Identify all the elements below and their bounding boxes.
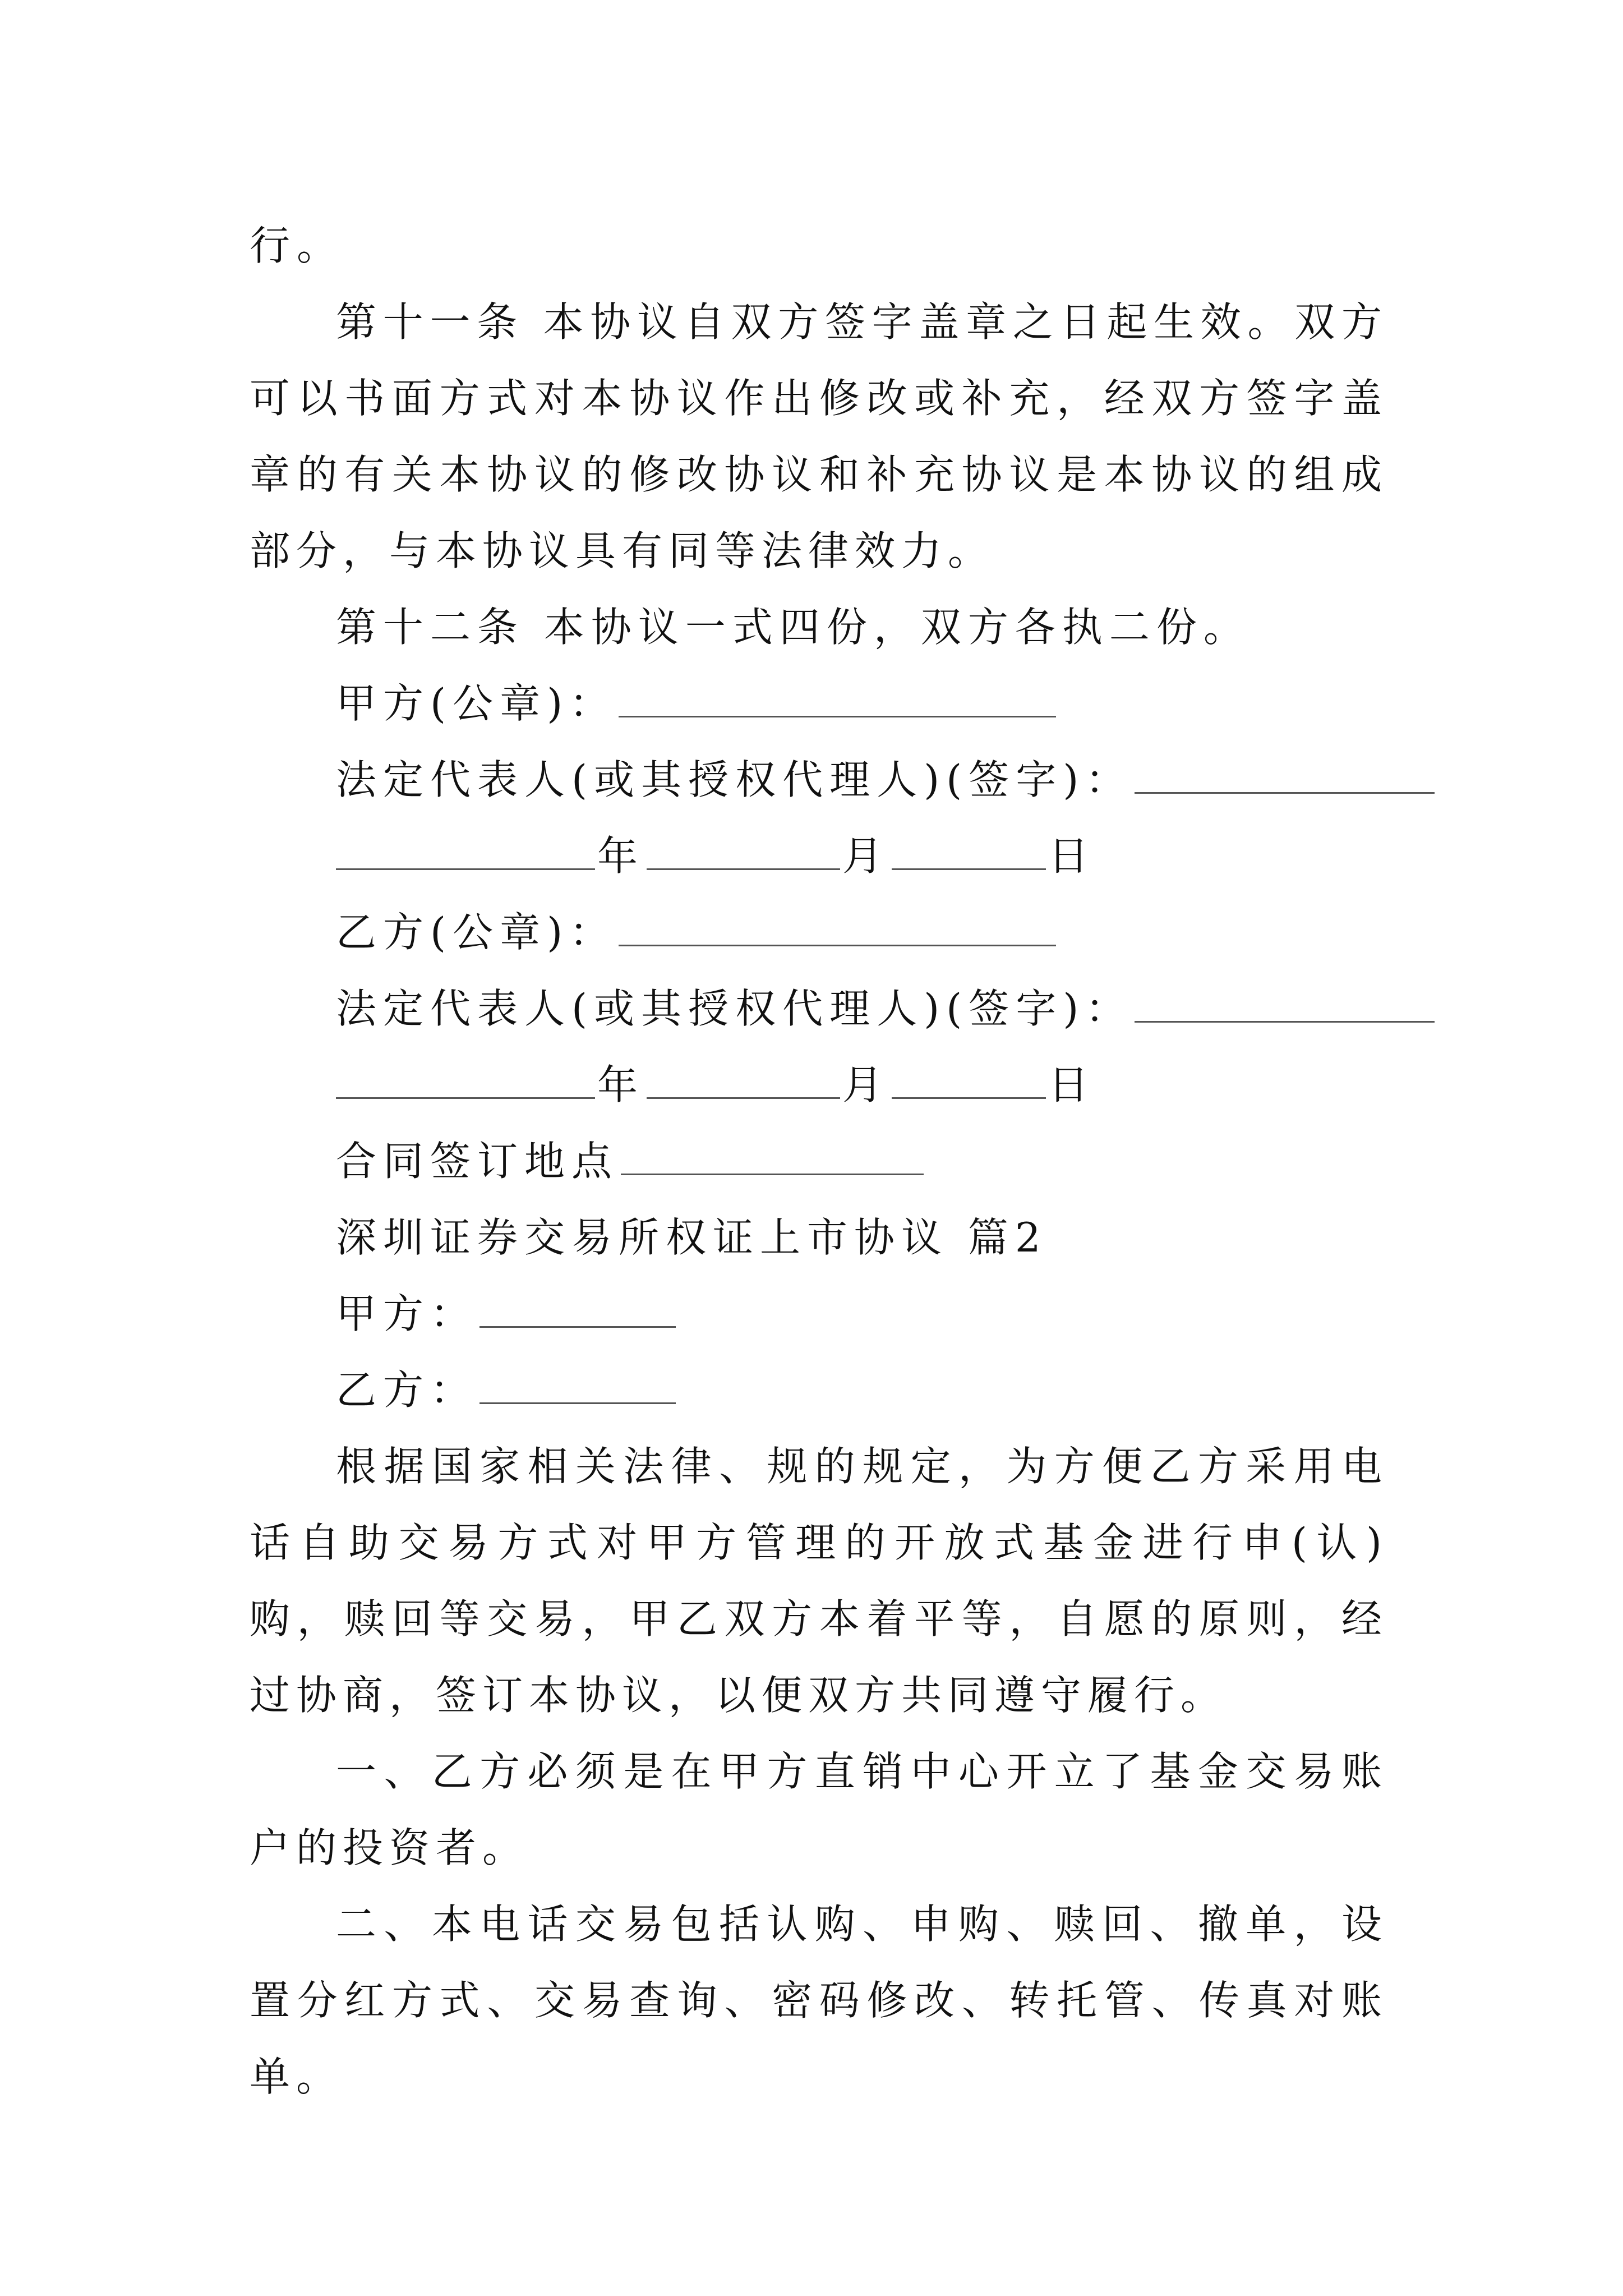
section2-title: 深圳证券交易所权证上市协议 篇2 — [336, 1214, 1048, 1261]
party-b-line — [336, 1352, 678, 1428]
year-label-b: 年 — [597, 1061, 645, 1108]
rep-sign-label-b: 法定代表人(或其授权代理人)(签字)： — [336, 985, 1133, 1032]
party-b-seal-blank[interactable] — [619, 910, 1056, 946]
date-line-a — [336, 818, 1095, 894]
sign-place-line — [336, 1123, 926, 1199]
party-a-line — [336, 1276, 678, 1352]
rep-sign-line-b — [336, 970, 1437, 1047]
fragment-top: 行。 — [250, 222, 344, 269]
day-label-b: 日 — [1048, 1061, 1096, 1108]
day-blank-b[interactable] — [892, 1062, 1046, 1099]
party-a-seal-line — [336, 665, 1058, 742]
month-blank-a[interactable] — [647, 834, 840, 870]
party-b-seal-line — [336, 894, 1058, 970]
day-label-a: 日 — [1048, 832, 1096, 880]
day-blank-a[interactable] — [892, 834, 1046, 870]
year-blank-a[interactable] — [336, 834, 595, 870]
party-a-blank[interactable] — [479, 1291, 676, 1328]
rep-sign-blank-a[interactable] — [1135, 757, 1435, 794]
sign-place-blank[interactable] — [621, 1139, 924, 1175]
party-a-seal-label: 甲方(公章)： — [336, 680, 617, 727]
sign-place-label: 合同签订地点 — [336, 1138, 619, 1185]
article-11: 第十一条 本协议自双方签字盖章之日起生效。双方可以书面方式对本协议作出修改或补充，经双方签字盖章的有关本协议的修改协议和补充协议是本协议的组成部分，与本协议具有同等法律效力。 — [250, 298, 1388, 574]
party-a-label: 甲方： — [336, 1290, 478, 1337]
year-label-a: 年 — [597, 832, 645, 880]
article-12: 第十二条 本协议一式四份，双方各执二份。 — [336, 604, 1251, 651]
month-label-a: 月 — [842, 832, 890, 880]
party-b-blank[interactable] — [479, 1368, 676, 1404]
month-blank-b[interactable] — [647, 1062, 840, 1099]
clause-1: 一、乙方必须是在甲方直销中心开立了基金交易账户的投资者。 — [250, 1748, 1388, 1871]
party-a-seal-blank[interactable] — [619, 681, 1056, 717]
party-b-label: 乙方： — [336, 1366, 478, 1414]
party-b-seal-label: 乙方(公章)： — [336, 909, 617, 956]
month-label-b: 月 — [842, 1061, 890, 1108]
rep-sign-blank-b[interactable] — [1135, 986, 1435, 1023]
rep-sign-label-a: 法定代表人(或其授权代理人)(签字)： — [336, 756, 1133, 803]
rep-sign-line-a — [336, 742, 1437, 818]
date-line-b — [336, 1047, 1095, 1123]
clause-2: 二、本电话交易包括认购、申购、赎回、撤单，设置分红方式、交易查询、密码修改、转托管、传真对账单。 — [250, 1901, 1388, 2100]
year-blank-b[interactable] — [336, 1062, 595, 1099]
preamble: 根据国家相关法律、规的规定，为方便乙方采用电话自助交易方式对甲方管理的开放式基金进行申(认)购，赎回等交易，甲乙双方本着平等，自愿的原则，经过协商，签订本协议，以便双方共同遵守履行。 — [250, 1443, 1388, 1719]
